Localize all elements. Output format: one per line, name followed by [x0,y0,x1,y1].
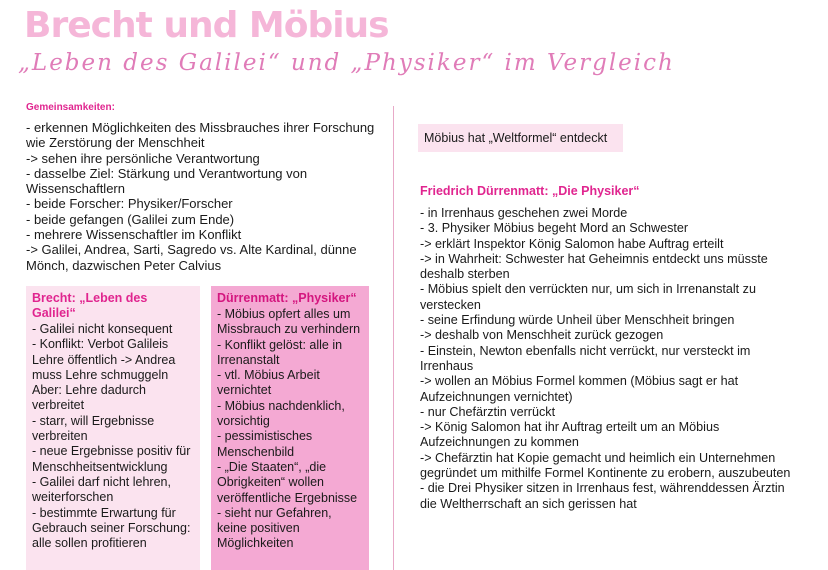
list-item: -> sehen ihre persönliche Verantwortung [26,150,260,166]
brecht-heading: Brecht: „Leben des Galilei“ [32,291,148,320]
list-item: - Galilei nicht konsequent [32,322,173,336]
list-item: -> in Wahrheit: Schwester hat Geheimnis entdeckt uns müsste deshalb sterben [420,251,768,282]
list-item: -> Galilei, Andrea, Sarti, Sagredo vs. Alte Kardinal, dünne Mönch, dazwischen Peter Calvius [26,242,357,273]
brecht-box [26,286,200,570]
weltformel-callout: Möbius hat „Weltformel“ entdeckt [418,124,623,152]
gemeinsamkeiten-list [26,120,376,273]
list-item: - Einstein, Newton ebenfalls nicht verrückt, nur versteckt im Irrenhaus [420,343,751,373]
list-item: - starr, will Ergebnisse verbreiten [32,413,155,444]
list-item: - Möbius opfert alles um Missbrauch zu verhindern [217,307,361,337]
list-item: - sieht nur Gefahren, keine positiven Möglichkeiten [217,505,332,551]
brecht-list [32,322,194,551]
list-item: - pessimistisches Menschenbild [217,429,313,459]
page-subtitle: „Leben des Galilei“ und „Physiker“ im Vergleich [18,50,675,76]
list-item: - Konflikt gelöst: alle in Irrenanstalt [217,337,343,367]
list-item: - 3. Physiker Möbius begeht Mord an Schwester [420,221,689,236]
list-item: Aber: Lehre dadurch verbreitet [32,383,146,413]
list-item: - beide Forscher: Physiker/Forscher [26,196,233,212]
list-item: - nur Chefärztin verrückt [420,404,556,419]
page-title: Brecht und Möbius [24,5,389,46]
list-item: - „Die Staaten“, „die Obrigkeiten“ wollen veröffentliche Ergebnisse [217,459,358,505]
gemeinsamkeiten-heading: Gemeinsamkeiten: [26,102,115,113]
list-item: -> König Salomon hat ihr Auftrag erteilt um an Möbius Aufzeichnungen zu kommen [420,420,720,450]
physiker-heading: Friedrich Dürrenmatt: „Die Physiker“ [420,184,640,198]
list-item: - dasselbe Ziel: Stärkung und Verantwortung von Wissenschaftlern [26,165,308,197]
duerrenmatt-list [217,307,364,552]
list-item: - bestimmte Erwartung für Gebrauch seiner Forschung: alle sollen profitieren [32,505,191,551]
list-item: -> deshalb von Menschheit zurück gezogen [420,328,664,343]
list-item: - seine Erfindung würde Unheil über Menschheit bringen [420,313,735,328]
duerrenmatt-box [211,286,369,570]
list-item: -> erklärt Inspektor König Salomon habe Auftrag erteilt [420,236,724,251]
list-item: - neue Ergebnisse positiv für Menschheitsentwicklung [32,444,191,474]
list-item: - mehrere Wissenschaftler im Konflikt [26,227,242,243]
list-item: -> Chefärztin hat Kopie gemacht und heimlich ein Unternehmen gegründet um mithilfe Formel Kontinente zu erobern, auszubeuten [420,450,791,481]
list-item: - beide gefangen (Galilei zum Ende) [26,211,235,227]
list-item: - die Drei Physiker sitzen in Irrenhaus fest, währenddessen Ärztin die Weltherrschaft an sich gerissen hat [420,481,785,511]
list-item: - Konflikt: Verbot Galileis Lehre öffentlich -> Andrea muss Lehre schmuggeln [32,337,176,382]
duerrenmatt-heading: Dürrenmatt: „Physiker“ [217,291,357,305]
column-divider [393,106,394,570]
list-item: - Galilei darf nicht lehren, weiterforschen [32,474,171,505]
list-item: -> wollen an Möbius Formel kommen (Möbius sagt er hat Aufzeichnungen vernichtet) [420,374,739,404]
list-item: - erkennen Möglichkeiten des Missbrauches ihrer Forschung wie Zerstörung der Menschheit [26,120,375,151]
physiker-list [420,206,800,512]
list-item: - Möbius nachdenklich, vorsichtig [217,398,345,429]
list-item: - in Irrenhaus geschehen zwei Morde [420,206,628,220]
list-item: - Möbius spielt den verrückten nur, um sich in Irrenanstalt zu verstecken [420,282,756,312]
list-item: - vtl. Möbius Arbeit vernichtet [217,368,320,398]
